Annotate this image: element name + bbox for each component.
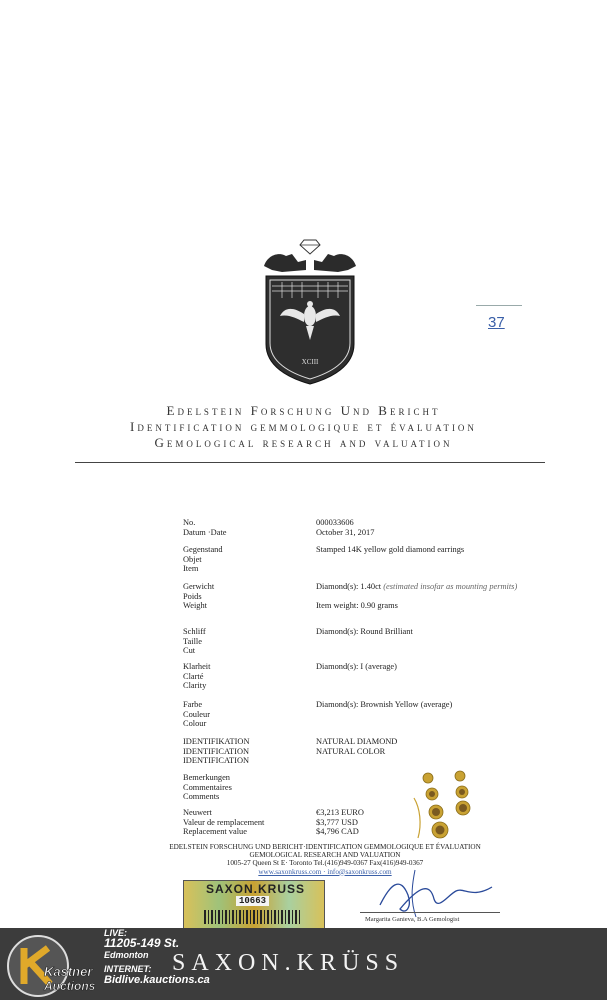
- label: Colour: [183, 719, 207, 729]
- label: Cut: [183, 646, 196, 656]
- footer-line1: EDELSTEIN FORSCHUNG UND BERICHT·IDENTIFICATION GEMMOLOGIQUE ET ÉVALUATION: [169, 843, 481, 851]
- lot-underline: [476, 305, 522, 306]
- logo-line1: Kastner: [44, 964, 93, 979]
- label: No.: [183, 518, 196, 527]
- brand-wordmark: SAXON.KRÜSS: [172, 950, 405, 976]
- lot-number: 37: [488, 314, 505, 331]
- footer-line2: GEMOLOGICAL RESEARCH AND VALUATION: [249, 851, 401, 860]
- value: $4,796 CAD: [316, 827, 359, 837]
- header-english: Gemological research and valuation: [154, 435, 453, 450]
- value: October 31, 2017: [316, 527, 375, 537]
- field-weight-values: [316, 582, 517, 610]
- value: Diamond(s): Brownish Yellow (average): [316, 700, 453, 709]
- value: €3,213 EURO: [316, 808, 364, 817]
- ad-city: Edmonton: [104, 950, 149, 960]
- ad-live-label: LIVE:: [104, 928, 128, 938]
- label: Bemerkungen: [183, 773, 230, 782]
- field-weight-labels: [183, 582, 214, 611]
- crest-numeral: XCIII: [301, 358, 319, 366]
- label: Clarity: [183, 681, 207, 691]
- value: Stamped 14K yellow gold diamond earrings: [316, 545, 465, 554]
- field-item-values: [316, 545, 464, 555]
- gemologist-name: Margarita Ganieva, B.A Gemologist: [365, 916, 460, 923]
- label: Weight: [183, 601, 207, 611]
- weight-note: (estimated insofar as mounting permits): [383, 582, 518, 591]
- label: Replacement value: [183, 827, 247, 837]
- label: Item: [183, 564, 199, 574]
- hologram-brand: SAXON.KRUSS: [206, 882, 306, 896]
- label: Couleur: [183, 709, 210, 719]
- crest-emblem: [262, 236, 358, 386]
- label: Objet: [183, 554, 202, 564]
- field-clarity-labels: [183, 662, 210, 691]
- label: Gegenstand: [183, 545, 223, 554]
- field-value-labels: [183, 808, 264, 837]
- hologram-sticker: [183, 880, 325, 930]
- value: Diamond(s): I (average): [316, 662, 397, 671]
- field-identification-labels: [183, 737, 250, 766]
- value: NATURAL DIAMOND: [316, 737, 398, 746]
- label: Taille: [183, 636, 202, 646]
- label: IDENTIFICATION: [183, 756, 250, 766]
- ad-address: 11205-149 St.: [104, 936, 180, 950]
- value: Item weight: 0.90 grams: [316, 600, 398, 610]
- label: Comments: [183, 792, 220, 802]
- field-cut-labels: [183, 627, 206, 656]
- label: Neuwert: [183, 808, 212, 817]
- label: Valeur de remplacement: [183, 817, 265, 827]
- hologram-barcode: [204, 910, 302, 924]
- value: 000033606: [316, 518, 354, 527]
- label: Gerwicht: [183, 582, 215, 591]
- label: Datum ·Date: [183, 527, 227, 537]
- field-clarity-values: [316, 662, 397, 672]
- label: Klarheit: [183, 662, 211, 671]
- value: Diamond(s): 1.40ct: [316, 582, 382, 591]
- field-number-labels: [183, 518, 227, 537]
- label: IDENTIFICATION: [183, 746, 250, 756]
- label: Farbe: [183, 700, 203, 709]
- header-divider: [75, 462, 545, 463]
- footer-web-link[interactable]: www.saxonkruss.com · info@saxonkruss.com: [258, 867, 392, 876]
- header-french: Identification gemmologique et évaluation: [130, 419, 477, 434]
- label: Schliff: [183, 627, 206, 636]
- ad-internet-label: INTERNET:: [104, 964, 152, 974]
- field-comments-labels: [183, 773, 232, 802]
- hologram-serial: 10663: [236, 896, 269, 906]
- label: Clarté: [183, 671, 204, 681]
- footer-line3: 1005-27 Queen St E· Toronto Tel.(416)949-0367 Fax(416)949-0367: [226, 859, 424, 868]
- field-identification-values: [316, 737, 397, 756]
- diamond-icon: [300, 240, 320, 254]
- field-colour-values: [316, 700, 452, 710]
- griffins-icon: [264, 254, 356, 272]
- label: Poids: [183, 591, 202, 601]
- earrings-photo: [410, 768, 480, 848]
- label: Commentaires: [183, 782, 232, 792]
- value: Diamond(s): Round Brilliant: [316, 627, 413, 636]
- ad-site[interactable]: Bidlive.kauctions.ca: [104, 974, 210, 986]
- value: $3,777 USD: [316, 817, 358, 827]
- field-item-labels: [183, 545, 223, 574]
- field-cut-values: [316, 627, 413, 637]
- label: IDENTIFIKATION: [183, 737, 250, 746]
- kastner-auctions-logo: [4, 928, 100, 1000]
- header-german: Edelstein Forschung Und Bericht: [166, 403, 441, 418]
- field-number-values: [316, 518, 374, 537]
- signature-line: [360, 912, 500, 913]
- value: NATURAL COLOR: [316, 746, 386, 756]
- field-value-values: [316, 808, 364, 837]
- field-colour-labels: [183, 700, 210, 729]
- logo-line2: Auctions: [44, 979, 96, 993]
